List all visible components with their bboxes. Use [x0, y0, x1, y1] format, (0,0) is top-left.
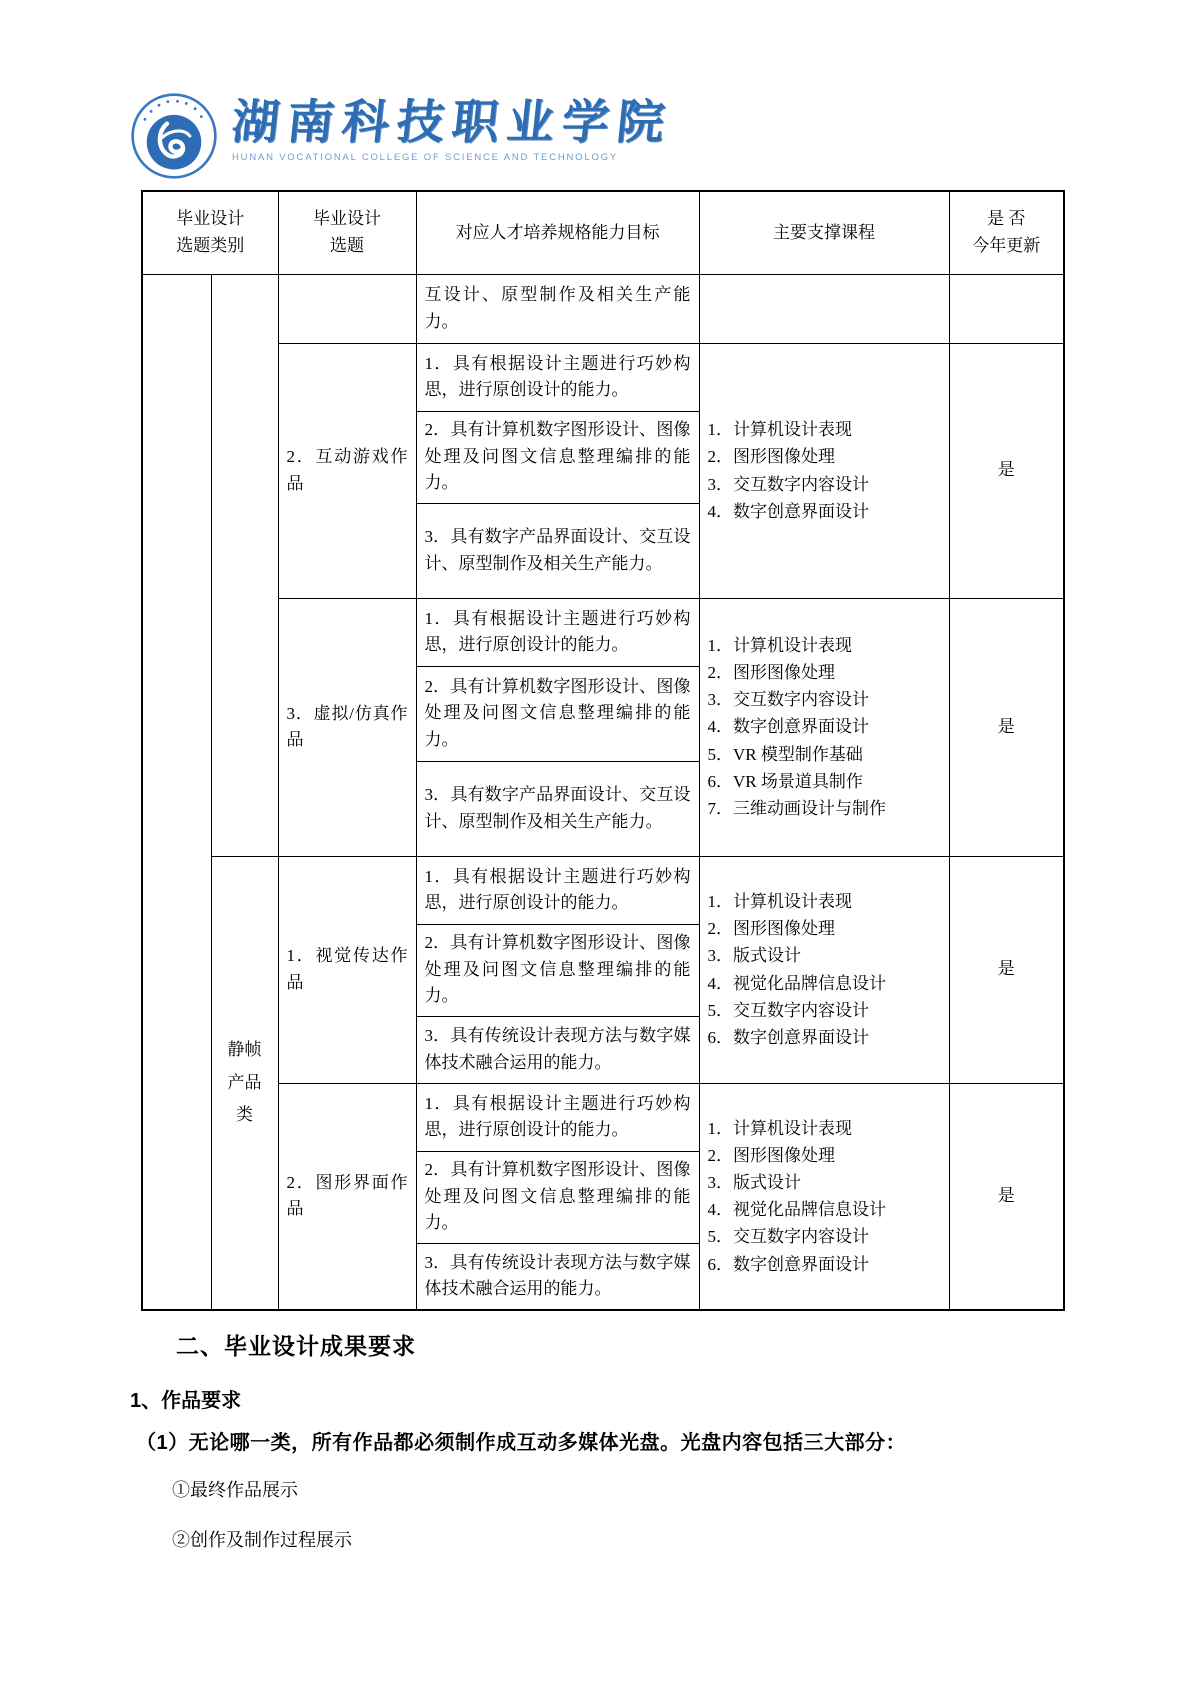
bullet-final-work: ①最终作品展示	[172, 1480, 298, 1500]
ability-cell: 2．具有计算机数字图形设计、图像处理及问图文信息整理编排的能力。	[416, 411, 699, 503]
school-name-cn: 湖南科技职业学院	[229, 97, 675, 149]
courses-cell-continuation	[699, 274, 949, 343]
table-row	[142, 1083, 1064, 1151]
header-category-line1: 毕业设计	[176, 209, 245, 229]
header-updated	[949, 191, 1064, 274]
course-item: 1．计算机设计表现	[707, 420, 852, 440]
ability-cell: 2．具有计算机数字图形设计、图像处理及问图文信息整理编排的能力。	[416, 924, 699, 1016]
ability-cell: 2．具有计算机数字图形设计、图像处理及问图文信息整理编排的能力。	[416, 1151, 699, 1243]
header-topic	[278, 191, 416, 274]
header-topic-line2: 选题	[330, 235, 364, 255]
updated-cell-continuation	[949, 274, 1064, 343]
course-item: 4．视觉化品牌信息设计	[707, 1200, 886, 1220]
course-item: 3．版式设计	[707, 1173, 801, 1193]
updated-cell: 是	[949, 598, 1064, 856]
updated-cell: 是	[949, 343, 1064, 598]
bullet-creation-process: ②创作及制作过程展示	[172, 1530, 352, 1550]
table-row	[142, 274, 1064, 343]
header-ability: 对应人才培养规格能力目标	[416, 191, 699, 274]
course-item: 4．数字创意界面设计	[707, 501, 869, 521]
category-cell-still-frame: 静帧产品类	[211, 856, 278, 1310]
course-item: 3．交互数字内容设计	[707, 474, 869, 494]
courses-cell-virtual-simulation	[699, 598, 949, 856]
course-item: 2．图形图像处理	[707, 919, 835, 939]
table-row	[142, 598, 1064, 666]
courses-cell-graphic-interface	[699, 1083, 949, 1310]
course-item: 4．视觉化品牌信息设计	[707, 973, 886, 993]
ability-cell: 1．具有根据设计主题进行巧妙构思，进行原创设计的能力。	[416, 1083, 699, 1151]
course-item: 1．计算机设计表现	[707, 891, 852, 911]
ability-cell: 3．具有传统设计表现方法与数字媒体技术融合运用的能力。	[416, 1243, 699, 1310]
ability-cell: 3．具有数字产品界面设计、交互设计、原型制作及相关生产能力。	[416, 761, 699, 856]
ability-cell: 互设计、原型制作及相关生产能力。	[416, 274, 699, 343]
ability-cell: 3．具有传统设计表现方法与数字媒体技术融合运用的能力。	[416, 1016, 699, 1083]
ability-cell: 3．具有数字产品界面设计、交互设计、原型制作及相关生产能力。	[416, 503, 699, 598]
school-name-en: HUNAN VOCATIONAL COLLEGE OF SCIENCE AND TECHNOLOGY	[232, 152, 618, 163]
updated-cell: 是	[949, 856, 1064, 1083]
logo-text-block	[229, 92, 675, 163]
course-item: 3．交互数字内容设计	[707, 690, 869, 710]
topic-cell-interactive-game: 2．互动游戏作品	[278, 343, 416, 598]
course-item: 2．图形图像处理	[707, 663, 835, 683]
category-inner-cell-top	[211, 274, 278, 856]
table-row	[142, 343, 1064, 411]
ability-cell: 2．具有计算机数字图形设计、图像处理及问图文信息整理编排的能力。	[416, 666, 699, 761]
updated-cell: 是	[949, 1083, 1064, 1310]
table-header-row	[142, 191, 1064, 274]
course-item: 1．计算机设计表现	[707, 635, 852, 655]
course-item: 3．版式设计	[707, 946, 801, 966]
topic-cell-virtual-simulation: 3．虚拟/仿真作品	[278, 598, 416, 856]
ability-cell: 1．具有根据设计主题进行巧妙构思，进行原创设计的能力。	[416, 343, 699, 411]
graduation-design-table	[141, 190, 1065, 1311]
course-item: 5．交互数字内容设计	[707, 1000, 869, 1020]
topic-cell-visual-communication: 1．视觉传达作品	[278, 856, 416, 1083]
ability-cell: 1．具有根据设计主题进行巧妙构思，进行原创设计的能力。	[416, 856, 699, 924]
header-updated-line2: 今年更新	[972, 235, 1041, 255]
section-heading: 二、毕业设计成果要求	[176, 1333, 416, 1359]
ability-cell: 1．具有根据设计主题进行巧妙构思，进行原创设计的能力。	[416, 598, 699, 666]
header-category-line2: 选题类别	[176, 235, 245, 255]
course-item: 5．VR 模型制作基础	[707, 744, 863, 764]
course-item: 2．图形图像处理	[707, 447, 835, 467]
topic-cell-continuation	[278, 274, 416, 343]
courses-cell-interactive-game	[699, 343, 949, 598]
school-logo	[130, 92, 675, 180]
header-courses: 主要支撑课程	[699, 191, 949, 274]
course-item: 6．VR 场景道具制作	[707, 771, 863, 791]
course-item: 7．三维动画设计与制作	[707, 798, 886, 818]
header-updated-line1: 是 否	[987, 209, 1026, 229]
school-emblem-icon	[130, 92, 218, 180]
requirement-item-1: （1）无论哪一类，所有作品都必须制作成互动多媒体光盘。光盘内容包括三大部分：	[136, 1432, 907, 1454]
header-topic-line1: 毕业设计	[313, 209, 381, 229]
course-item: 5．交互数字内容设计	[707, 1227, 869, 1247]
table-row	[142, 856, 1064, 924]
category-outer-cell	[142, 274, 211, 1310]
course-item: 1．计算机设计表现	[707, 1118, 852, 1138]
course-item: 4．数字创意界面设计	[707, 717, 869, 737]
header-category	[142, 191, 278, 274]
works-requirement-heading: 1、作品要求	[130, 1390, 242, 1412]
topic-cell-graphic-interface: 2．图形界面作品	[278, 1083, 416, 1310]
courses-cell-visual-communication	[699, 856, 949, 1083]
course-item: 6．数字创意界面设计	[707, 1027, 869, 1047]
course-item: 2．图形图像处理	[707, 1145, 835, 1165]
course-item: 6．数字创意界面设计	[707, 1254, 869, 1274]
